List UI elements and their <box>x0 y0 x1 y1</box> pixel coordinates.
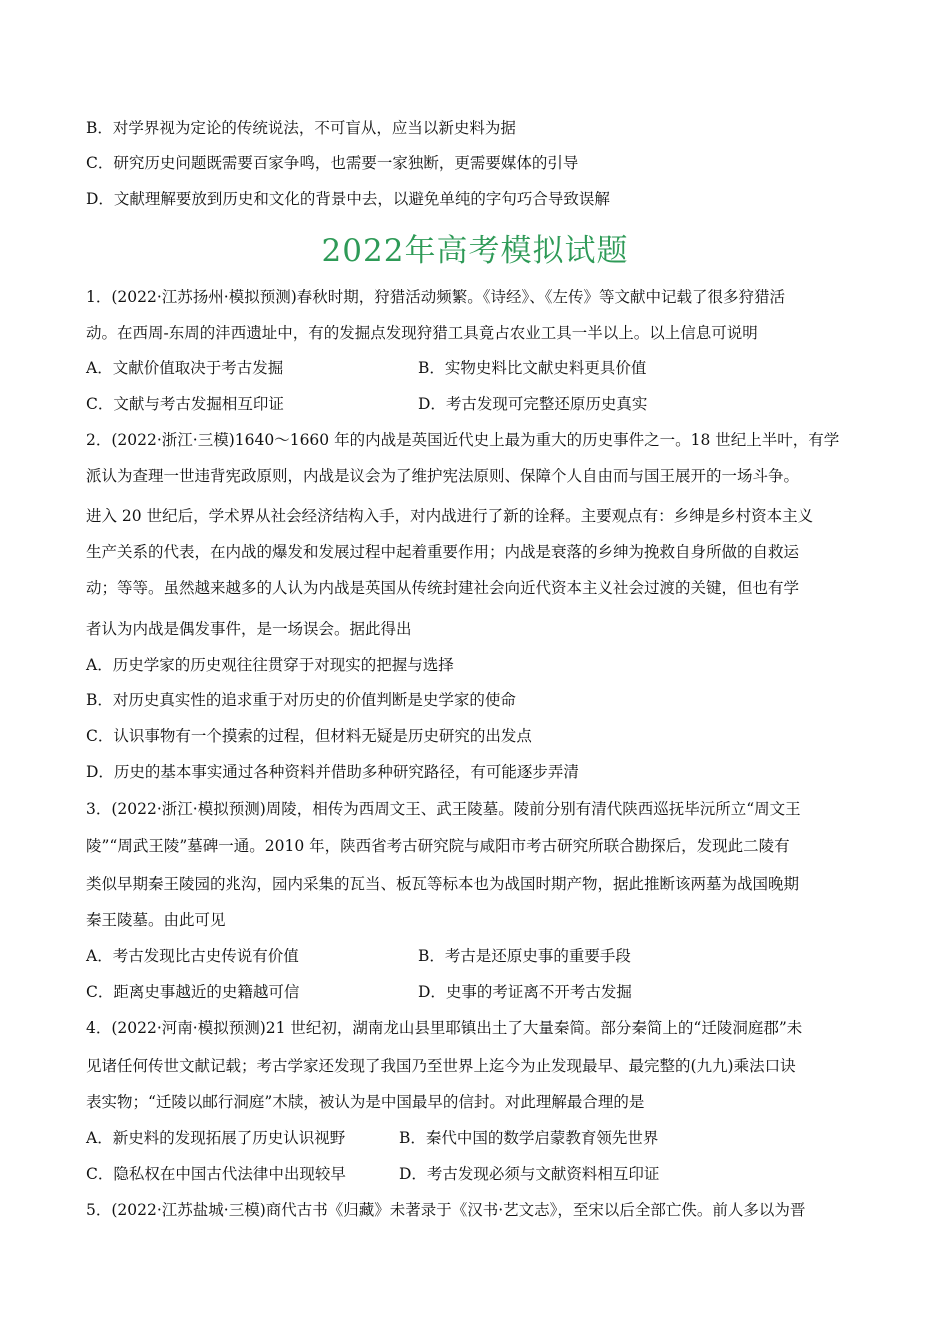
q1-option-a: A．文献价值取决于考古发掘 <box>86 359 284 377</box>
q4-stem-line: 见诸任何传世文献记载；考古学家还发现了我国乃至世界上迄今为止发现最早、最完整的(九九)乘法口诀 <box>86 1057 796 1075</box>
q1-option-c: C．文献与考古发掘相互印证 <box>86 395 284 413</box>
q4-option-b: B．秦代中国的数学启蒙教育领先世界 <box>399 1129 659 1147</box>
q2-stem-line: 进入 20 世纪后，学术界从社会经济结构入手，对内战进行了新的诠释。主要观点有：乡绅是乡村资本主义 <box>86 507 814 525</box>
q1-stem-line: 1．(2022·江苏扬州·模拟预测)春秋时期，狩猎活动频繁。《诗经》、《左传》等文献中记载了很多狩猎活 <box>86 288 786 306</box>
q1-option-d: D．考古发现可完整还原历史真实 <box>418 395 648 413</box>
q2-option-c: C．认识事物有一个摸索的过程，但材料无疑是历史研究的出发点 <box>86 727 532 745</box>
q4-option-a: A．新史料的发现拓展了历史认识视野 <box>86 1129 346 1147</box>
q3-option-a: A．考古发现比古史传说有价值 <box>86 947 299 965</box>
q3-stem-line: 3．(2022·浙江·模拟预测)周陵，相传为西周文王、武王陵墓。陵前分别有清代陕西巡抚毕沅所立“周文王 <box>86 800 801 818</box>
q2-stem-line: 者认为内战是偶发事件，是一场误会。据此得出 <box>86 620 412 638</box>
q3-option-b: B．考古是还原史事的重要手段 <box>418 947 631 965</box>
q3-stem-line: 类似早期秦王陵园的兆沟，园内采集的瓦当、板瓦等标本也为战国时期产物，据此推断该两墓为战国晚期 <box>86 875 800 893</box>
option-b: B．对学界视为定论的传统说法，不可盲从，应当以新史料为据 <box>86 119 516 137</box>
q3-stem-line: 陵”“周武王陵”墓碑一通。2010 年，陕西省考古研究院与咸阳市考古研究所联合勘探后，发现此二陵有 <box>86 837 790 855</box>
q4-stem-line: 4．(2022·河南·模拟预测)21 世纪初，湖南龙山县里耶镇出土了大量秦简。部分秦简上的“迁陵洞庭郡”未 <box>86 1019 803 1037</box>
q2-stem-line: 2．(2022·浙江·三模)1640～1660 年的内战是英国近代史上最为重大的历史事件之一。18 世纪上半叶，有学 <box>86 431 840 449</box>
q1-option-b: B．实物史料比文献史料更具价值 <box>418 359 647 377</box>
q2-stem-line: 动；等等。虽然越来越多的人认为内战是英国从传统封建社会向近代资本主义社会过渡的关键，但也有学 <box>86 579 800 597</box>
q3-option-c: C．距离史事越近的史籍越可信 <box>86 983 300 1001</box>
option-c: C．研究历史问题既需要百家争鸣，也需要一家独断，更需要媒体的引导 <box>86 154 579 172</box>
q1-stem-line: 动。在西周-东周的沣西遗址中，有的发掘点发现狩猎工具竟占农业工具一半以上。以上信息可说明 <box>86 324 758 342</box>
q2-option-d: D．历史的基本事实通过各种资料并借助多种研究路径，有可能逐步弄清 <box>86 763 579 781</box>
option-d: D．文献理解要放到历史和文化的背景中去，以避免单纯的字句巧合导致误解 <box>86 190 610 208</box>
q2-option-b: B．对历史真实性的追求重于对历史的价值判断是史学家的使命 <box>86 691 516 709</box>
q4-option-d: D．考古发现必须与文献资料相互印证 <box>399 1165 660 1183</box>
section-title: 2022年高考模拟试题 <box>321 233 629 269</box>
q2-option-a: A．历史学家的历史观往往贯穿于对现实的把握与选择 <box>86 656 454 674</box>
q4-stem-line: 表实物；“迁陵以邮行洞庭”木牍，被认为是中国最早的信封。对此理解最合理的是 <box>86 1093 645 1111</box>
q2-stem-line: 派认为查理一世违背宪政原则，内战是议会为了维护宪法原则、保障个人自由而与国王展开的一场斗争。 <box>86 467 800 485</box>
q2-stem-line: 生产关系的代表，在内战的爆发和发展过程中起着重要作用；内战是衰落的乡绅为挽救自身所做的自救运 <box>86 543 800 561</box>
q3-stem-line: 秦王陵墓。由此可见 <box>86 911 226 929</box>
q4-option-c: C．隐私权在中国古代法律中出现较早 <box>86 1165 346 1183</box>
q5-stem-line: 5．(2022·江苏盐城·三模)商代古书《归藏》未著录于《汉书·艺文志》，至宋以后全部亡佚。前人多以为晋 <box>86 1201 806 1219</box>
q3-option-d: D．史事的考证离不开考古发掘 <box>418 983 632 1001</box>
